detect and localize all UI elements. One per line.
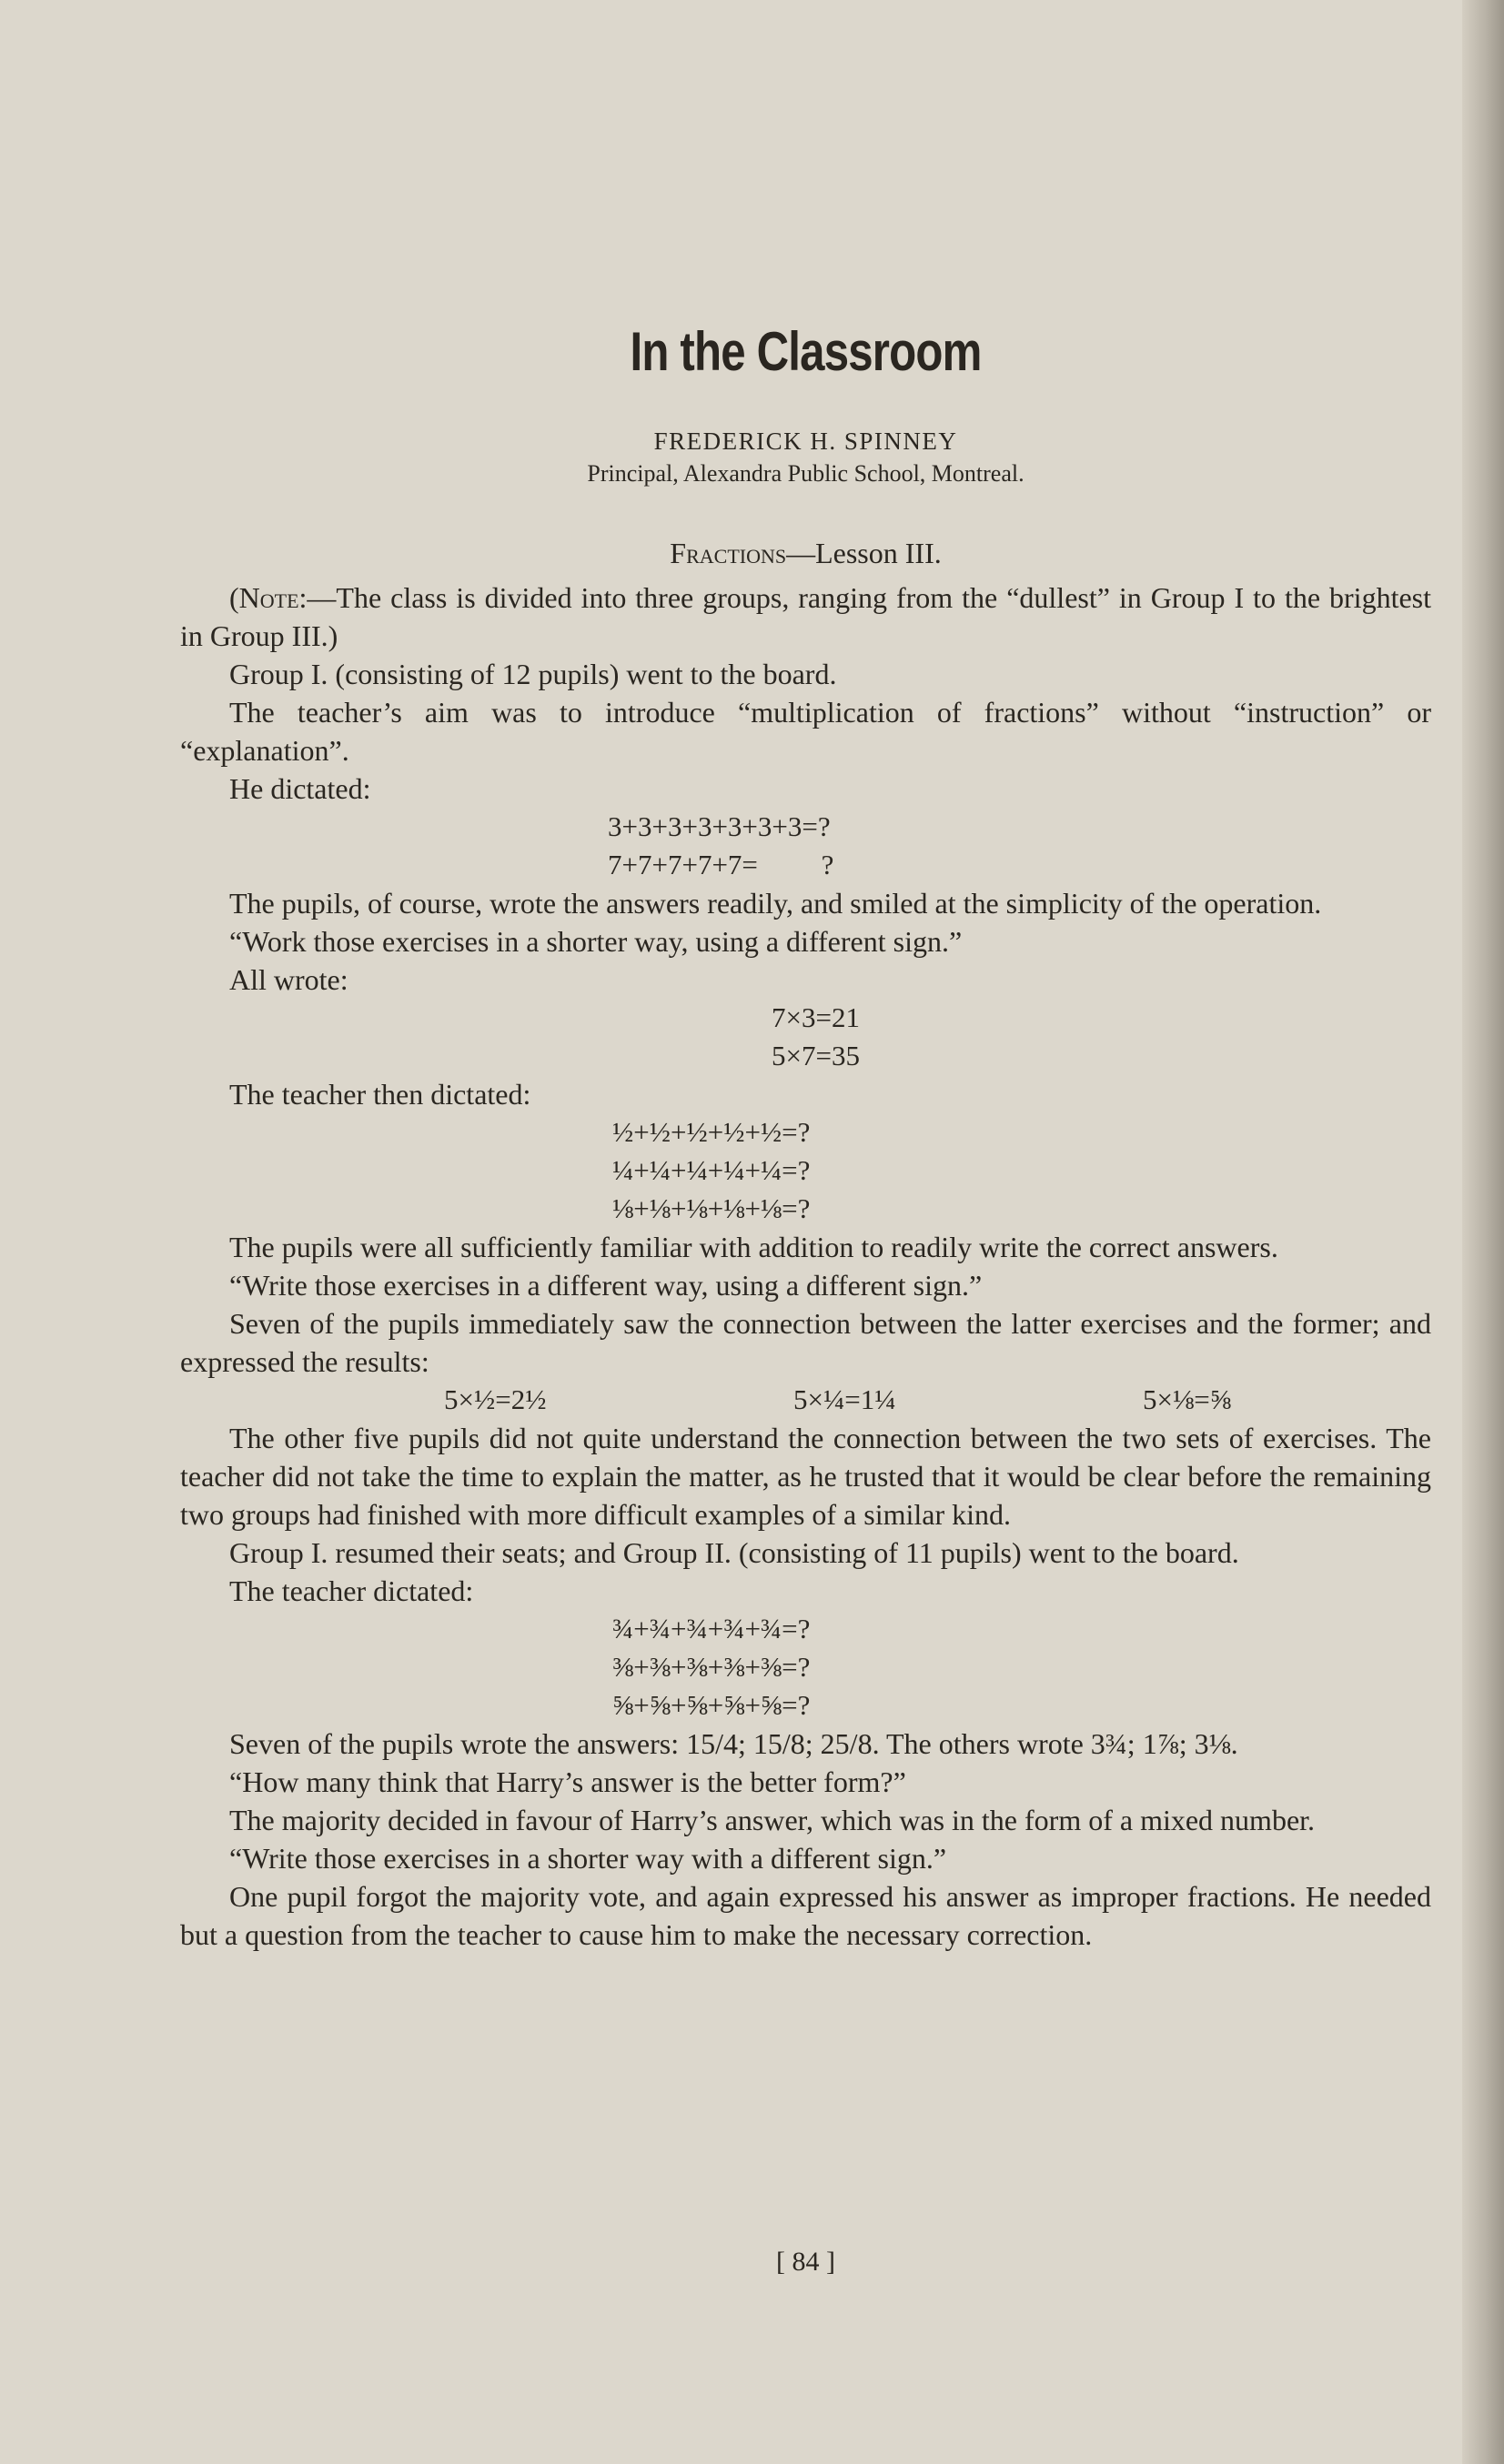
note-text: :—The class is divided into three groups, ranging from the “dullest” in Group I to the brightest in Group III.) bbox=[180, 581, 1431, 652]
equation: 7+7+7+7+7= ? bbox=[608, 849, 834, 880]
equation: 5×½=2½ bbox=[444, 1383, 547, 1415]
paragraph: He dictated: bbox=[229, 772, 371, 805]
paragraph: The teacher’s aim was to introduce “multiplication of fractions” without “instruction” or “explanation”. bbox=[180, 696, 1431, 767]
lesson-title: Fractions bbox=[670, 537, 787, 569]
paragraph: Seven of the pupils wrote the answers: 15/4; 15/8; 25/8. The others wrote 3¾; 1⅞; 3⅛. bbox=[229, 1727, 1238, 1760]
paragraph: The majority decided in favour of Harry’s answer, which was in the form of a mixed number. bbox=[229, 1804, 1316, 1836]
equation: ⅛+⅛+⅛+⅛+⅛=? bbox=[612, 1192, 811, 1224]
equation-block bbox=[180, 1113, 1431, 1228]
equation: ⅜+⅜+⅜+⅜+⅜=? bbox=[612, 1651, 811, 1683]
equation: 5×⅛=⅝ bbox=[1143, 1383, 1231, 1415]
paragraph: “How many think that Harry’s answer is the better form?” bbox=[229, 1765, 906, 1798]
paragraph: “Work those exercises in a shorter way, using a different sign.” bbox=[229, 925, 963, 958]
paragraph: The other five pupils did not quite understand the connection between the two sets of exercises. The teacher did not take the time to explain the matter, as he trusted that it would be clear before the remaining two groups had finished with more difficult examples of a similar kind. bbox=[180, 1422, 1431, 1531]
paragraph: The teacher dictated: bbox=[229, 1574, 474, 1607]
note-label: Note bbox=[238, 581, 299, 614]
paragraph: The pupils, of course, wrote the answers readily, and smiled at the simplicity of the operation. bbox=[229, 887, 1322, 920]
equation: ⅝+⅝+⅝+⅝+⅝=? bbox=[612, 1689, 811, 1721]
equation: 5×7=35 bbox=[772, 1040, 860, 1071]
paragraph: Seven of the pupils immediately saw the connection between the latter exercises and the former; and expressed the results: bbox=[180, 1307, 1431, 1378]
page-number: [ 84 ] bbox=[776, 2247, 835, 2277]
note-paragraph bbox=[180, 578, 1431, 655]
lesson-heading bbox=[180, 537, 1431, 570]
paragraph: “Write those exercises in a shorter way with a different sign.” bbox=[229, 1842, 947, 1875]
equation: ¾+¾+¾+¾+¾=? bbox=[612, 1613, 811, 1644]
equation: ½+½+½+½+½=? bbox=[612, 1116, 811, 1148]
paragraph: One pupil forgot the majority vote, and again expressed his answer as improper fractions. He needed but a question from the teacher to cause him to make the necessary correction. bbox=[180, 1880, 1431, 1951]
equation: ¼+¼+¼+¼+¼=? bbox=[612, 1154, 811, 1186]
equation: 3+3+3+3+3+3+3=? bbox=[608, 810, 831, 842]
article-body bbox=[180, 578, 1431, 1954]
equation-block bbox=[180, 808, 1431, 884]
paragraph: The teacher then dictated: bbox=[229, 1078, 531, 1111]
lesson-suffix: —Lesson III. bbox=[786, 537, 942, 569]
paragraph: All wrote: bbox=[229, 963, 348, 996]
paragraph: Group I. resumed their seats; and Group II. (consisting of 11 pupils) went to the board. bbox=[229, 1536, 1239, 1569]
article-author: FREDERICK H. SPINNEY bbox=[653, 427, 958, 455]
equation-block bbox=[180, 999, 1431, 1075]
article-title: In the Classroom bbox=[630, 321, 982, 382]
equation-block bbox=[180, 1610, 1431, 1725]
equation: 7×3=21 bbox=[772, 1001, 860, 1033]
note-open: ( bbox=[229, 581, 239, 614]
paragraph: Group I. (consisting of 12 pupils) went to the board. bbox=[229, 658, 837, 690]
author-affiliation: Principal, Alexandra Public School, Montreal. bbox=[587, 460, 1025, 487]
paragraph: “Write those exercises in a different way, using a different sign.” bbox=[229, 1269, 983, 1302]
page-edge-shadow bbox=[1462, 0, 1504, 2464]
equation: 5×¼=1¼ bbox=[793, 1383, 896, 1415]
paragraph: The pupils were all sufficiently familiar with addition to readily write the correct answers. bbox=[229, 1231, 1278, 1263]
equation-row bbox=[180, 1381, 1431, 1419]
